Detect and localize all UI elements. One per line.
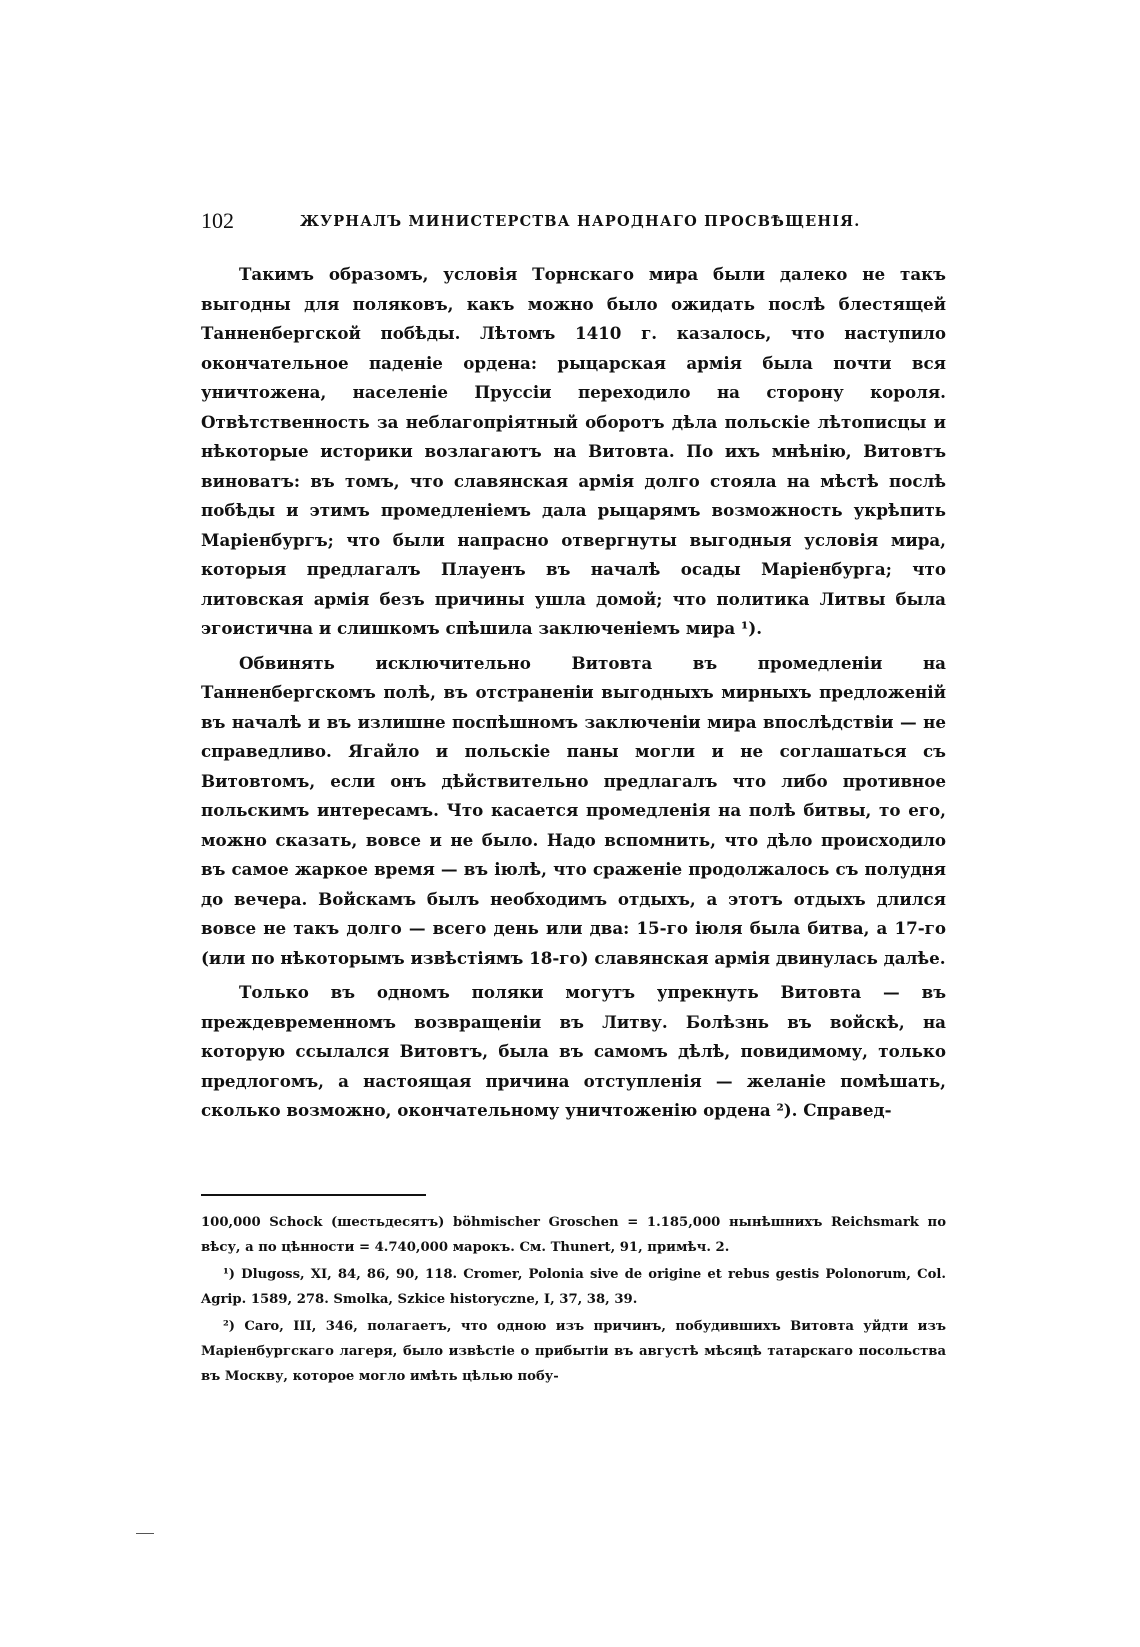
paragraph: Только въ одномъ поляки могутъ упрекнуть Витовта — въ преждевременномъ возвращеніи въ Литву. Болѣзнь въ войскѣ, на которую ссылался Витовтъ, была въ самомъ дѣлѣ, повидимому, только предлогомъ, а настоящая причина отступленія — желаніе помѣшать, сколько возможно, окончательному уничтоженію ордена ²). Справед-	[201, 982, 946, 1120]
footnote-continuation: 100,000 Schock (шестьдесятъ) böhmischer Groschen = 1.185,000 нынѣшнихъ Reichsmark по вѣсу, а по цѣнности = 4.740,000 марокъ. См. Thunert, 91, примѣч. 2.	[201, 1215, 946, 1255]
paragraph: Такимъ образомъ, условія Торнскаго мира были далеко не такъ выгодны для поляковъ, какъ можно было ожидать послѣ блестящей Танненбергской побѣды. Лѣтомъ 1410 г. казалось, что наступило окончательное паденіе ордена: рыцарская армія была почти вся уничтожена, населеніе Пруссіи переходило на сторону короля. Отвѣтственность за неблагопріятный оборотъ дѣла польскіе лѣтописцы и нѣкоторые историки возлагаютъ на Витовта. По ихъ мнѣнію, Витовтъ виноватъ: въ томъ, что славянская армія долго стояла на мѣстѣ послѣ побѣды и этимъ промедленіемъ дала рыцарямъ возможность укрѣпить Маріенбургъ; что были напрасно отвергнуты выгодныя условія мира, которыя предлагалъ Плауенъ въ началѣ осады Маріенбурга; что литовская армія безъ причины ушла домой; что политика Литвы была эгоистична и слишкомъ спѣшила заключеніемъ мира ¹).	[201, 264, 946, 638]
running-head	[201, 208, 946, 238]
footnote-1: ¹) Dlugoss, XI, 84, 86, 90, 118. Cromer, Polonia sive de origine et rebus gestis Polonorum, Col. Agrip. 1589, 278. Smolka, Szkice historyczne, I, 37, 38, 39.	[201, 1267, 946, 1307]
footnote-divider	[201, 1194, 426, 1196]
paragraph: Обвинять исключительно Витовта въ промедленіи на Танненбергскомъ полѣ, въ отстраненіи выгодныхъ мирныхъ предложеній въ началѣ и въ излишне поспѣшномъ заключеніи мира впослѣдствіи — не справедливо. Ягайло и польскіе паны могли и не соглашаться съ Витовтомъ, если онъ дѣйствительно предлагалъ что либо противное польскимъ интересамъ. Что касается промедленія на полѣ битвы, то его, можно сказать, вовсе и не было. Надо вспомнить, что дѣло происходило въ самое жаркое время — въ іюлѣ, что сраженіе продолжалось съ полудня до вечера. Войскамъ былъ необходимъ отдыхъ, а этотъ отдыхъ длился вовсе не такъ долго — всего день или два: 15-го іюля была битва, а 17-го (или по нѣкоторымъ извѣстіямъ 18-го) славянская армія двинулась далѣе.	[201, 652, 946, 968]
scan-mark	[136, 1533, 154, 1534]
main-text	[201, 260, 946, 1131]
footnotes	[201, 1210, 946, 1391]
journal-title: ЖУРНАЛЪ МИНИСТЕРСТВА НАРОДНАГО ПРОСВѢЩЕНІЯ.	[300, 213, 861, 230]
page-number: 102	[201, 208, 234, 233]
footnote-2: ²) Caro, III, 346, полагаетъ, что одною изъ причинъ, побудившихъ Витовта уйдти изъ Маріенбургскаго лагеря, было извѣстіе о прибытіи въ августѣ мѣсяцѣ татарскаго посольства въ Москву, которое могло имѣть цѣлью побу-	[201, 1319, 946, 1384]
